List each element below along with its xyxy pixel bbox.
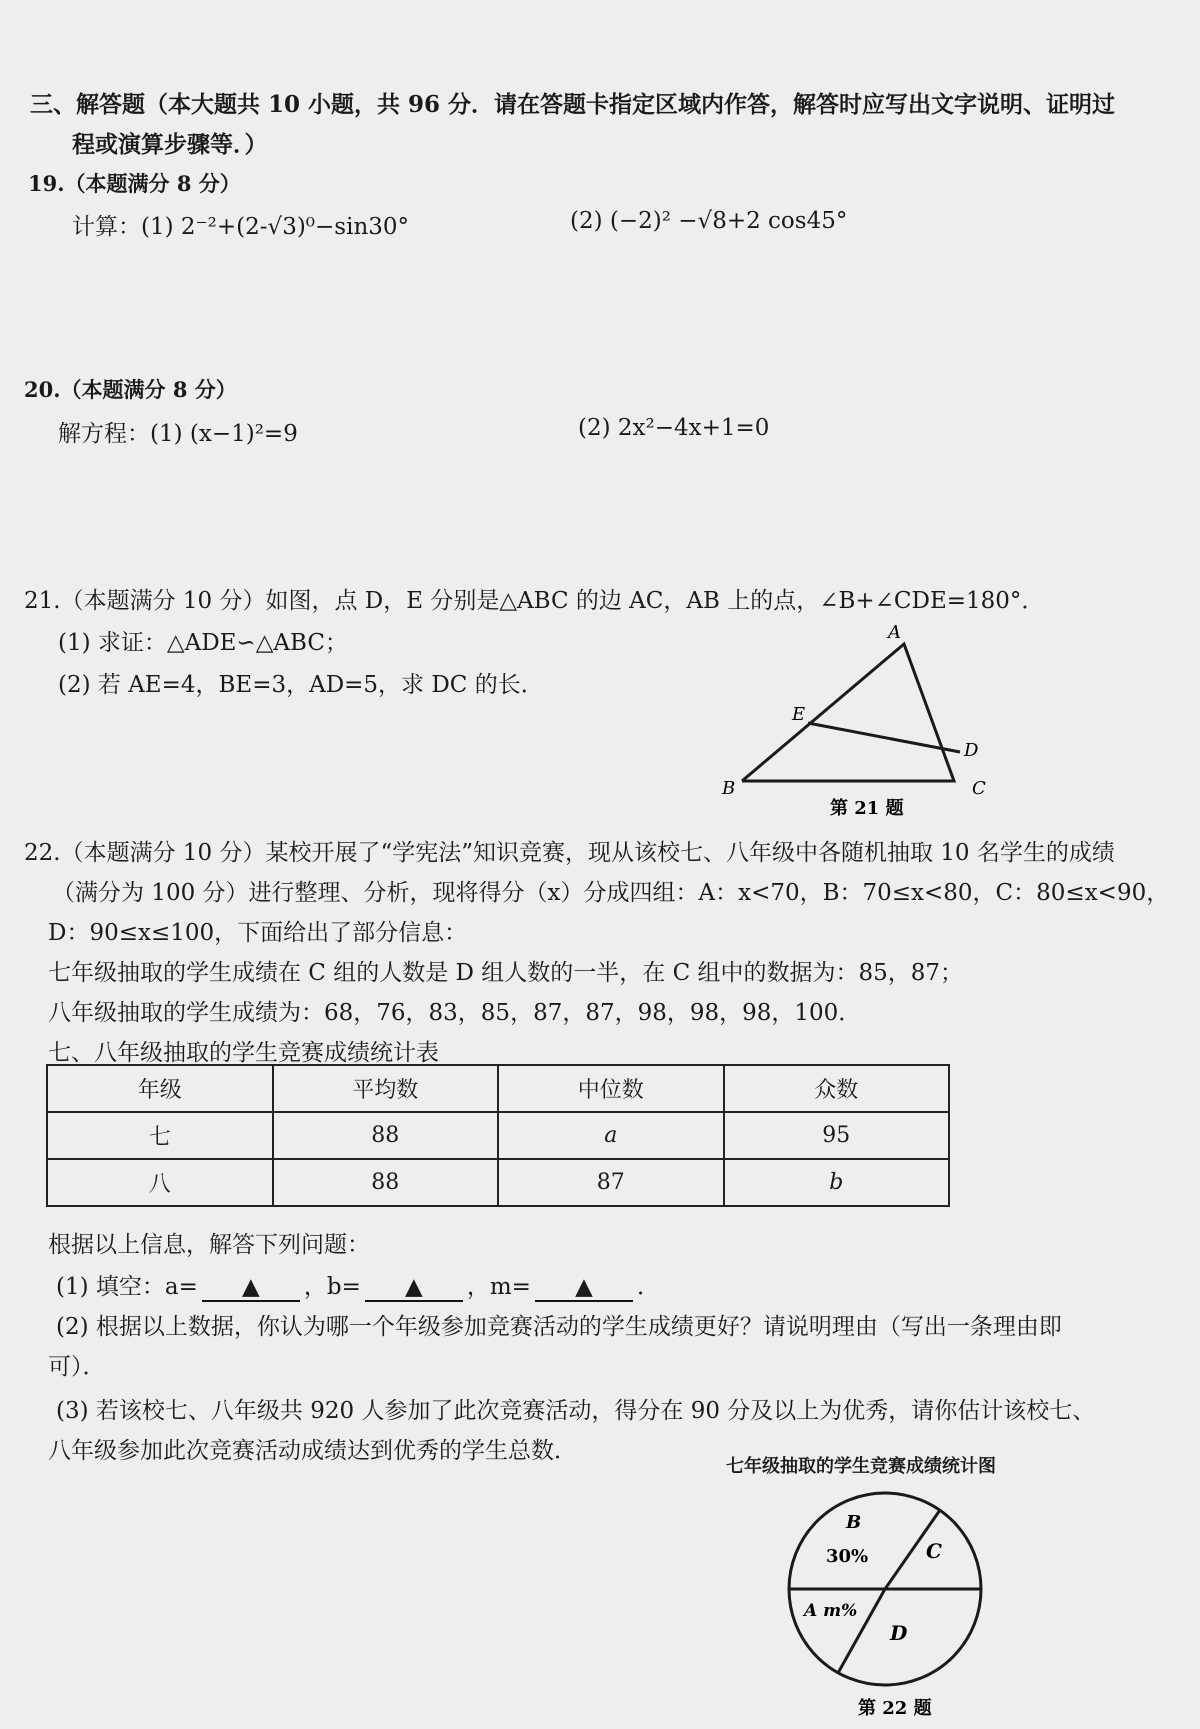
q20-header: 20.（本题满分 8 分） xyxy=(24,377,237,402)
stats-table xyxy=(46,1064,950,1207)
cell-mean: 88 xyxy=(273,1159,499,1206)
q19-part1: 计算：(1) 2⁻²+(2-√3)⁰−sin30° xyxy=(72,214,410,240)
pie-label-c: C xyxy=(926,1539,942,1563)
cell-median: 87 xyxy=(498,1159,724,1206)
pie-title: 七年级抽取的学生竞赛成绩统计图 xyxy=(726,1456,996,1477)
cell-mode: 95 xyxy=(724,1112,950,1159)
blank-a[interactable]: ▲ xyxy=(202,1274,300,1302)
cell-grade: 八 xyxy=(47,1159,273,1206)
figure22-caption: 第 22 题 xyxy=(858,1698,932,1719)
label-a: A xyxy=(888,622,901,643)
triangle-figure xyxy=(720,620,1000,820)
label-b: B xyxy=(722,778,736,799)
table-row xyxy=(47,1112,949,1159)
label-e: E xyxy=(792,704,806,725)
pie-chart xyxy=(780,1484,1000,1720)
header-mode: 众数 xyxy=(724,1065,950,1112)
label-c: C xyxy=(972,778,986,799)
triangle-abc xyxy=(742,644,954,781)
header-grade: 年级 xyxy=(47,1065,273,1112)
q22-line4: 七年级抽取的学生成绩在 C 组的人数是 D 组人数的一半，在 C 组中的数据为：85，87； xyxy=(48,960,964,986)
q19-part2: (2) (−2)² −√8+2 cos45° xyxy=(570,208,848,234)
q21-line2: (1) 求证：△ADE∽△ABC； xyxy=(58,630,348,656)
cell-mode: b xyxy=(724,1159,950,1206)
fill-b-label: ，b= xyxy=(303,1274,361,1300)
fill-m-label: ，m= xyxy=(466,1274,531,1300)
q22-q2-line2: 可）． xyxy=(48,1354,106,1380)
pie-label-b: B xyxy=(846,1512,862,1533)
q20-part1: 解方程：(1) (x−1)²=9 xyxy=(58,421,298,447)
cell-median: a xyxy=(498,1112,724,1159)
pie-label-a: A m% xyxy=(804,1601,858,1621)
cell-grade: 七 xyxy=(47,1112,273,1159)
q19-header: 19.（本题满分 8 分） xyxy=(28,171,241,196)
section-title-line1: 三、解答题（本大题共 10 小题，共 96 分．请在答题卡指定区域内作答，解答时应写出文字说明、证明过 xyxy=(30,91,1116,118)
q22-line1: 22.（本题满分 10 分）某校开展了“学宪法”知识竞赛，现从该校七、八年级中各随机抽取 10 名学生的成绩 xyxy=(24,840,1115,866)
section-title-line2: 程或演算步骤等．） xyxy=(72,131,268,158)
pie-label-b-pct: 30% xyxy=(826,1546,869,1567)
header-median: 中位数 xyxy=(498,1065,724,1112)
table-title: 七、八年级抽取的学生竞赛成绩统计表 xyxy=(48,1040,439,1066)
cell-mean: 88 xyxy=(273,1112,499,1159)
q21-line1: 21.（本题满分 10 分）如图，点 D，E 分别是△ABC 的边 AC，AB 上的点，∠B+∠CDE=180°． xyxy=(24,588,1045,614)
q22-after-line: 根据以上信息，解答下列问题： xyxy=(48,1232,370,1258)
q21-line3: (2) 若 AE=4，BE=3，AD=5，求 DC 的长． xyxy=(58,672,544,698)
label-d: D xyxy=(964,740,979,761)
fill-prefix: (1) 填空：a= xyxy=(56,1274,198,1300)
q22-q2-line1: (2) 根据以上数据，你认为哪一个年级参加竞赛活动的学生成绩更好？请说明理由（写出一条理由即 xyxy=(56,1314,1062,1340)
q22-line3: D：90≤x≤100，下面给出了部分信息： xyxy=(48,920,468,946)
q22-q3-line2: 八年级参加此次竞赛活动成绩达到优秀的学生总数． xyxy=(48,1438,577,1464)
header-mean: 平均数 xyxy=(273,1065,499,1112)
q22-line5: 八年级抽取的学生成绩为：68，76，83，85，87，87，98，98，98，100． xyxy=(48,1000,862,1026)
figure21-caption: 第 21 题 xyxy=(830,798,904,819)
fill-end: ． xyxy=(636,1274,660,1300)
table-row xyxy=(47,1159,949,1206)
blank-m[interactable]: ▲ xyxy=(535,1274,633,1302)
q22-q3-line1: (3) 若该校七、八年级共 920 人参加了此次竞赛活动，得分在 90 分及以上为优秀，请你估计该校七、 xyxy=(56,1398,1096,1424)
q22-fill-line xyxy=(56,1268,660,1302)
pie-label-d: D xyxy=(890,1621,908,1645)
blank-b[interactable]: ▲ xyxy=(365,1274,463,1302)
q22-line2: （满分为 100 分）进行整理、分析，现将得分（x）分成四组：A：x<70，B：70≤x<80，C：80≤x<90， xyxy=(52,880,1170,906)
table-header-row xyxy=(47,1065,949,1112)
q20-part2: (2) 2x²−4x+1=0 xyxy=(578,415,770,441)
